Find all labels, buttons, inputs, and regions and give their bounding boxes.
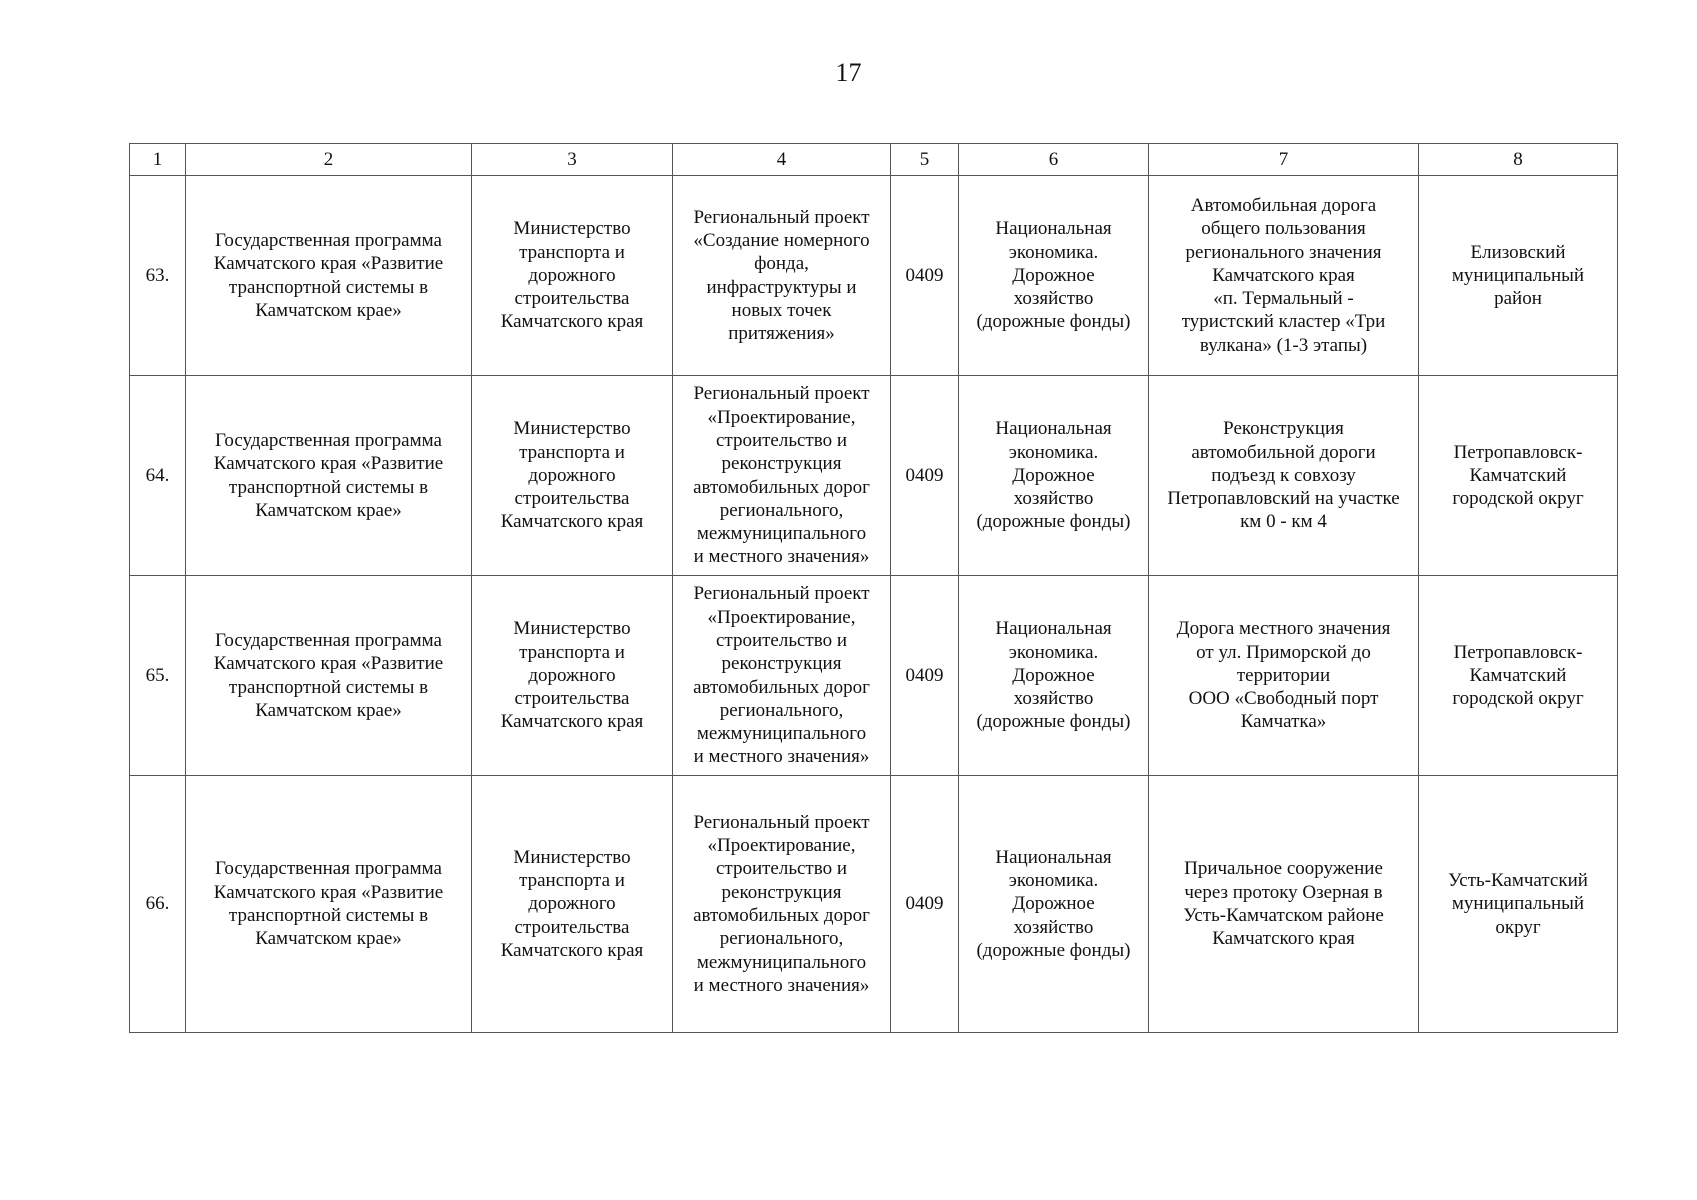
program-cell [186, 376, 472, 576]
ministry-text: Министерство транспорта и дорожного строительства Камчатского края [500, 218, 644, 333]
municipality-text: Петропавловск- Камчатский городской округ [1452, 641, 1584, 710]
code-cell [891, 176, 959, 376]
projects-table [129, 143, 1618, 1033]
object-text: Автомобильная дорога общего пользования регионального значения Камчатского края «п. Термальный - туристский кластер «Три вулкана» (1-3 этапы) [1181, 194, 1386, 356]
row-number-cell [130, 376, 186, 576]
section-text: Национальная экономика. Дорожное хозяйство (дорожные фонды) [976, 846, 1131, 961]
page-number: 17 [835, 58, 862, 87]
project-text: Региональный проект «Проектирование, строительство и реконструкция автомобильных дорог регионального, межмуниципального и местного значения» [693, 811, 870, 996]
object-cell [1149, 576, 1419, 776]
row-number: 63. [145, 264, 170, 286]
object-text: Дорога местного значения от ул. Приморской до территории ООО «Свободный порт Камчатка» [1176, 618, 1391, 733]
program-text: Государственная программа Камчатского края «Развитие транспортной системы в Камчатском крае» [213, 629, 444, 721]
row-number-cell [130, 176, 186, 376]
table-body [130, 176, 1618, 1033]
section-text: Национальная экономика. Дорожное хозяйство (дорожные фонды) [976, 218, 1131, 333]
ministry-cell [472, 576, 673, 776]
row-number: 66. [145, 893, 170, 915]
row-number-cell [130, 576, 186, 776]
code-text: 0409 [905, 464, 944, 486]
municipality-cell [1419, 176, 1618, 376]
column-header: 4 [673, 144, 891, 176]
row-number: 65. [145, 664, 170, 686]
municipality-text: Петропавловск- Камчатский городской округ [1452, 441, 1584, 510]
ministry-cell [472, 376, 673, 576]
object-cell [1149, 776, 1419, 1033]
project-text: Региональный проект «Проектирование, строительство и реконструкция автомобильных дорог регионального, межмуниципального и местного значения» [693, 383, 870, 568]
column-header: 3 [472, 144, 673, 176]
code-text: 0409 [905, 893, 944, 915]
program-cell [186, 776, 472, 1033]
ministry-cell [472, 176, 673, 376]
program-text: Государственная программа Камчатского края «Развитие транспортной системы в Камчатском крае» [213, 429, 444, 521]
program-cell [186, 176, 472, 376]
program-cell [186, 576, 472, 776]
header-row [130, 144, 1618, 176]
object-cell [1149, 376, 1419, 576]
ministry-text: Министерство транспорта и дорожного строительства Камчатского края [500, 418, 644, 533]
object-cell [1149, 176, 1419, 376]
code-cell [891, 376, 959, 576]
section-cell [959, 376, 1149, 576]
project-cell [673, 376, 891, 576]
municipality-text: Усть-Камчатский муниципальный округ [1448, 870, 1588, 938]
ministry-text: Министерство транспорта и дорожного строительства Камчатского края [500, 846, 644, 961]
row-number: 64. [145, 464, 170, 486]
municipality-cell [1419, 776, 1618, 1033]
ministry-text: Министерство транспорта и дорожного строительства Камчатского края [500, 618, 644, 733]
code-text: 0409 [905, 264, 944, 286]
section-cell [959, 776, 1149, 1033]
column-header: 5 [891, 144, 959, 176]
column-header: 7 [1149, 144, 1419, 176]
section-text: Национальная экономика. Дорожное хозяйство (дорожные фонды) [976, 418, 1131, 533]
column-header: 2 [186, 144, 472, 176]
project-cell [673, 776, 891, 1033]
program-text: Государственная программа Камчатского края «Развитие транспортной системы в Камчатском крае» [213, 229, 444, 321]
column-header: 1 [130, 144, 186, 176]
municipality-cell [1419, 376, 1618, 576]
project-text: Региональный проект «Создание номерного фонда, инфраструктуры и новых точек притяжения» [693, 206, 870, 345]
table-row [130, 776, 1618, 1033]
section-cell [959, 576, 1149, 776]
project-cell [673, 576, 891, 776]
code-cell [891, 776, 959, 1033]
object-text: Реконструкция автомобильной дороги подъезд к совхозу Петропавловский на участке км 0 - км 4 [1167, 418, 1400, 533]
program-text: Государственная программа Камчатского края «Развитие транспортной системы в Камчатском крае» [213, 858, 444, 950]
code-text: 0409 [905, 664, 944, 686]
ministry-cell [472, 776, 673, 1033]
project-cell [673, 176, 891, 376]
table-row [130, 576, 1618, 776]
object-text: Причальное сооружение через протоку Озерная в Усть-Камчатском районе Камчатского края [1183, 858, 1384, 950]
column-header: 6 [959, 144, 1149, 176]
municipality-text: Елизовский муниципальный район [1451, 241, 1585, 310]
project-text: Региональный проект «Проектирование, строительство и реконструкция автомобильных дорог регионального, межмуниципального и местного значения» [693, 583, 870, 768]
table-row [130, 176, 1618, 376]
table-row [130, 376, 1618, 576]
column-header: 8 [1419, 144, 1618, 176]
code-cell [891, 576, 959, 776]
table-header [130, 144, 1618, 176]
row-number-cell [130, 776, 186, 1033]
section-cell [959, 176, 1149, 376]
municipality-cell [1419, 576, 1618, 776]
section-text: Национальная экономика. Дорожное хозяйство (дорожные фонды) [976, 618, 1131, 733]
